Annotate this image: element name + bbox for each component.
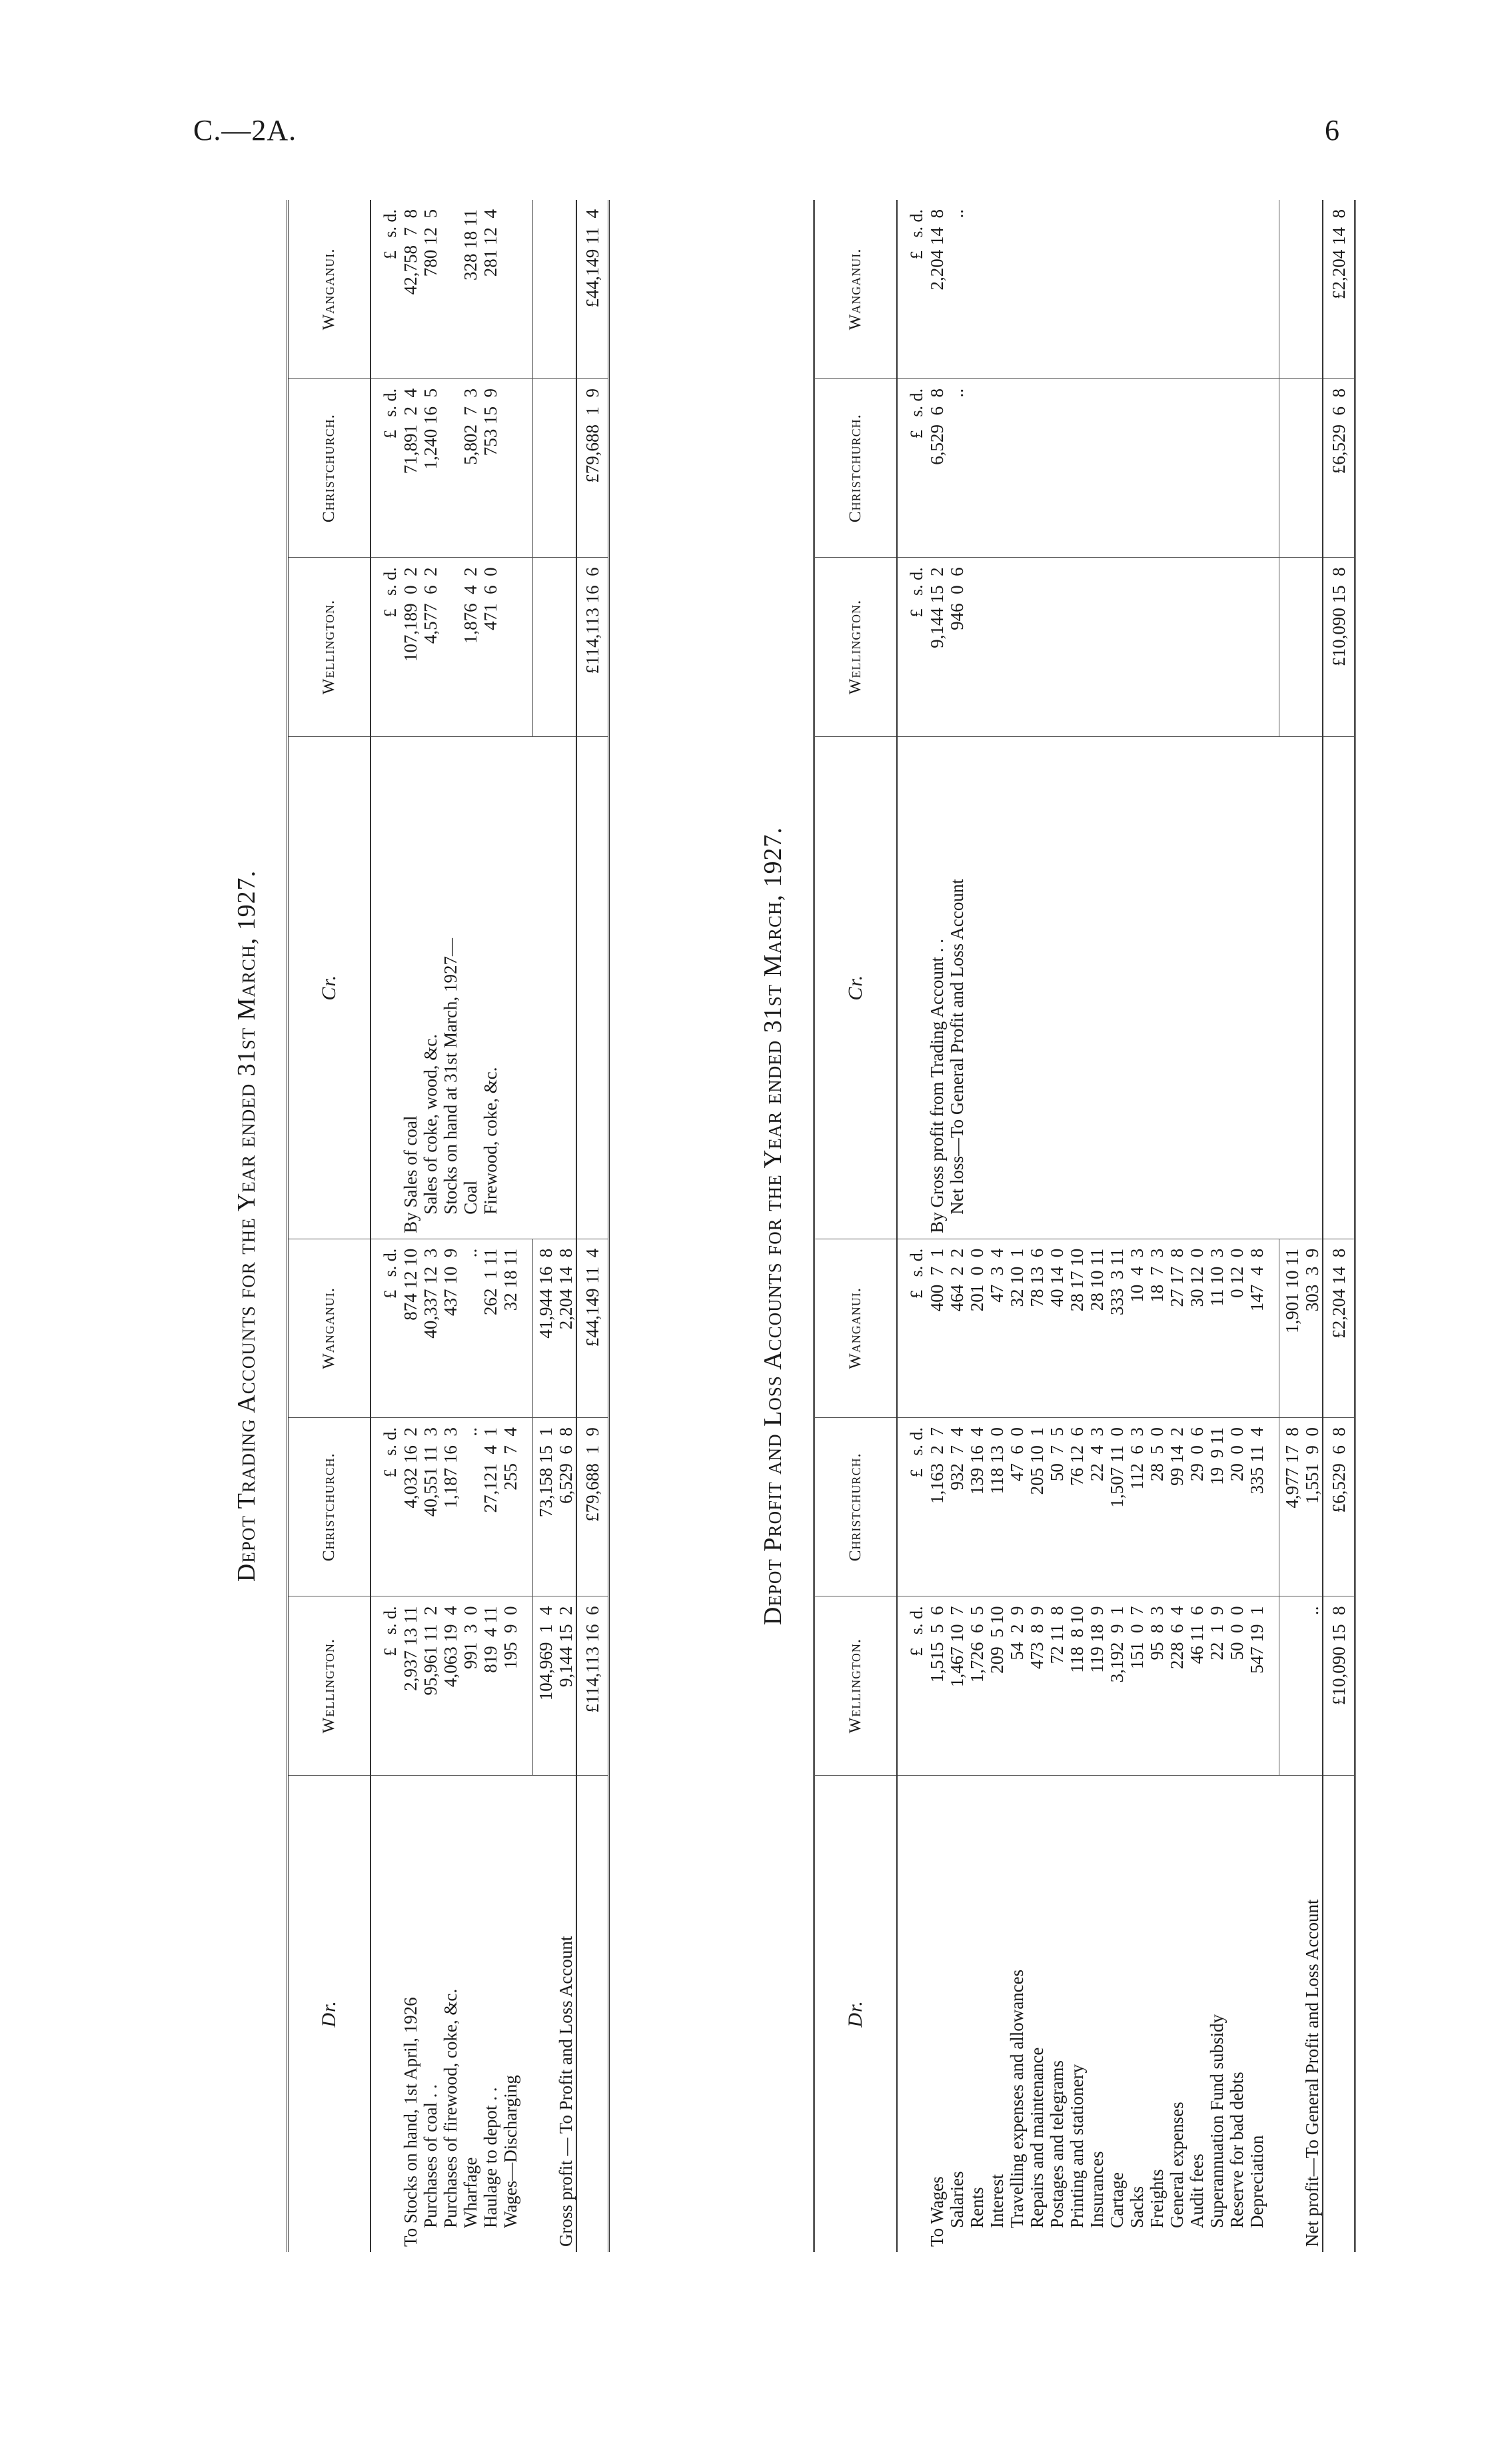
christchurch-total: £6,529 6 8 bbox=[1323, 1418, 1355, 1596]
dr-item-label: Repairs and maintenance bbox=[1027, 1775, 1047, 2252]
christchurch-amount: 932 7 4 bbox=[947, 1418, 967, 1596]
wellington-header: Wellington. bbox=[288, 558, 371, 736]
christchurch-amount: 27,121 4 1 bbox=[480, 1418, 500, 1596]
christchurch-amount: 753 15 9 bbox=[480, 378, 500, 557]
wanganui-amount: 2,204 14 8 bbox=[556, 1239, 576, 1417]
wellington-amount: 547 19 1 bbox=[1247, 1596, 1267, 1775]
table-row bbox=[440, 200, 460, 2252]
wellington-amount: 1,726 6 5 bbox=[967, 1596, 987, 1775]
profit-loss-table bbox=[813, 200, 1356, 2252]
christchurch-amount: 40,551 11 3 bbox=[420, 1418, 440, 1596]
wanganui-total: £44,149 11 4 bbox=[576, 1239, 609, 1417]
dr-header: Dr. bbox=[288, 1775, 371, 2252]
wellington-amount: 473 8 9 bbox=[1027, 1596, 1047, 1775]
wellington-amount: 1,876 4 2 bbox=[460, 558, 480, 736]
table-row bbox=[1127, 200, 1147, 2252]
christchurch-subtotal: 4,977 17 8 bbox=[1279, 1418, 1303, 1596]
christchurch-amount: 118 13 0 bbox=[987, 1418, 1007, 1596]
dr-item-label: Audit fees bbox=[1187, 1775, 1207, 2252]
wellington-amount: 819 4 11 bbox=[480, 1596, 500, 1775]
christchurch-amount: 1,551 9 0 bbox=[1302, 1418, 1323, 1596]
table-row bbox=[1027, 200, 1047, 2252]
pound-symbol: £ bbox=[907, 1289, 926, 1299]
christchurch-amount: 99 14 2 bbox=[1167, 1418, 1187, 1596]
dr-item-label: Freights bbox=[1147, 1775, 1167, 2252]
christchurch-amount: 22 4 3 bbox=[1087, 1418, 1107, 1596]
table-row bbox=[460, 200, 480, 2252]
pence-label: d. bbox=[907, 1427, 926, 1441]
wellington-amount: .. bbox=[1302, 1596, 1323, 1775]
table-row bbox=[1047, 200, 1067, 2252]
cr-header: Cr. bbox=[814, 736, 898, 1239]
wellington-header: Wellington. bbox=[814, 1596, 898, 1775]
shillings-label: s. bbox=[380, 1445, 400, 1456]
wanganui-amount: 18 7 3 bbox=[1147, 1239, 1167, 1417]
wanganui-amount: 303 3 9 bbox=[1302, 1239, 1323, 1417]
wellington-subtotal bbox=[1279, 1596, 1303, 1775]
table-row bbox=[1007, 200, 1027, 2252]
cr-item-label: By Sales of coal bbox=[400, 736, 420, 1239]
pound-symbol: £ bbox=[380, 1289, 400, 1299]
wanganui-amount: 0 12 0 bbox=[1227, 1239, 1247, 1417]
pence-label: d. bbox=[907, 388, 926, 402]
christchurch-amount: 205 10 1 bbox=[1027, 1418, 1047, 1596]
wellington-amount: 1,467 10 7 bbox=[947, 1596, 967, 1775]
subtotal-row bbox=[533, 200, 556, 2252]
subtotal-row bbox=[1279, 200, 1303, 2252]
gross-profit-row bbox=[556, 200, 576, 2252]
wanganui-amount: 147 4 8 bbox=[1247, 1239, 1267, 1417]
wanganui-amount: 40 14 0 bbox=[1047, 1239, 1067, 1417]
table-header-row bbox=[288, 200, 371, 2252]
cr-item-label: Stocks on hand at 31st March, 1927— bbox=[440, 736, 460, 1239]
wellington-amount: 195 9 0 bbox=[500, 1596, 520, 1775]
wanganui-amount: 11 10 3 bbox=[1207, 1239, 1227, 1417]
wellington-amount: 107,189 0 2 bbox=[400, 558, 420, 736]
wanganui-amount: 28 10 11 bbox=[1087, 1239, 1107, 1417]
wellington-amount: 54 2 9 bbox=[1007, 1596, 1027, 1775]
wellington-amount: 50 0 0 bbox=[1227, 1596, 1247, 1775]
dr-item-label: Superannuation Fund subsidy bbox=[1207, 1775, 1227, 2252]
christchurch-header: Christchurch. bbox=[814, 378, 898, 557]
christchurch-amount: .. bbox=[460, 1418, 480, 1596]
cr-item-label: By Gross profit from Trading Account . . bbox=[927, 736, 947, 1239]
christchurch-amount: 47 6 0 bbox=[1007, 1418, 1027, 1596]
dr-item-label: Purchases of coal . . bbox=[420, 1775, 440, 2252]
wellington-header: Wellington. bbox=[288, 1596, 371, 1775]
pence-label: d. bbox=[907, 1248, 926, 1262]
wellington-total: £10,090 15 8 bbox=[1323, 558, 1355, 736]
wanganui-header: Wanganui. bbox=[814, 200, 898, 378]
christchurch-amount: 5,802 7 3 bbox=[460, 378, 480, 557]
christchurch-total: £6,529 6 8 bbox=[1323, 378, 1355, 557]
dr-item-label: Sacks bbox=[1127, 1775, 1147, 2252]
wanganui-amount: .. bbox=[460, 1239, 480, 1417]
table-row bbox=[1207, 200, 1227, 2252]
dr-item-label: Printing and stationery bbox=[1067, 1775, 1087, 2252]
dr-item-label: Postages and telegrams bbox=[1047, 1775, 1067, 2252]
table-row bbox=[1167, 200, 1187, 2252]
wanganui-amount: 32 10 1 bbox=[1007, 1239, 1027, 1417]
dr-item-label: Haulage to depot . . bbox=[480, 1775, 500, 2252]
dr-item-label: Cartage bbox=[1107, 1775, 1127, 2252]
christchurch-amount: 28 5 0 bbox=[1147, 1418, 1167, 1596]
table-row bbox=[480, 200, 500, 2252]
wellington-amount: 1,515 5 6 bbox=[927, 1596, 947, 1775]
christchurch-amount: 6,529 6 8 bbox=[556, 1418, 576, 1596]
christchurch-amount: 1,187 16 3 bbox=[440, 1418, 460, 1596]
units-row bbox=[897, 200, 927, 2252]
page-number: 6 bbox=[1325, 114, 1339, 147]
wanganui-header: Wanganui. bbox=[288, 200, 371, 378]
shillings-label: s. bbox=[380, 227, 400, 238]
shillings-label: s. bbox=[380, 584, 400, 596]
units-row bbox=[371, 200, 400, 2252]
wellington-amount: 119 18 9 bbox=[1087, 1596, 1107, 1775]
wellington-amount: 46 11 6 bbox=[1187, 1596, 1207, 1775]
wellington-amount: 22 1 9 bbox=[1207, 1596, 1227, 1775]
christchurch-amount: 335 11 4 bbox=[1247, 1418, 1267, 1596]
wellington-amount: 9,144 15 2 bbox=[556, 1596, 576, 1775]
wanganui-amount: 40,337 12 3 bbox=[420, 1239, 440, 1417]
cr-item-label: Coal bbox=[460, 736, 480, 1239]
shillings-label: s. bbox=[907, 1445, 926, 1456]
wellington-amount: 991 3 0 bbox=[460, 1596, 480, 1775]
christchurch-amount: 4,032 16 2 bbox=[400, 1418, 420, 1596]
totals-row bbox=[1323, 200, 1355, 2252]
wellington-amount: 228 6 4 bbox=[1167, 1596, 1187, 1775]
table-row bbox=[1147, 200, 1167, 2252]
christchurch-amount: 71,891 2 4 bbox=[400, 378, 420, 557]
pence-label: d. bbox=[380, 388, 400, 402]
wanganui-amount: 333 3 11 bbox=[1107, 1239, 1127, 1417]
cr-item-label: Firewood, coke, &c. bbox=[480, 736, 500, 1239]
christchurch-amount: 112 6 3 bbox=[1127, 1418, 1147, 1596]
wanganui-amount: 30 12 0 bbox=[1187, 1239, 1207, 1417]
shillings-label: s. bbox=[907, 405, 926, 417]
christchurch-amount: 255 7 4 bbox=[500, 1418, 520, 1596]
wellington-amount: 209 5 10 bbox=[987, 1596, 1007, 1775]
table-row bbox=[420, 200, 440, 2252]
net-profit-label: Net profit—To General Profit and Loss Account bbox=[1302, 1775, 1323, 2252]
wanganui-total: £2,204 14 8 bbox=[1323, 1239, 1355, 1417]
pence-label: d. bbox=[907, 567, 926, 580]
pound-symbol: £ bbox=[380, 1469, 400, 1478]
shillings-label: s. bbox=[907, 227, 926, 238]
christchurch-amount: 6,529 6 8 bbox=[927, 378, 947, 557]
wanganui-total: £2,204 14 8 bbox=[1323, 200, 1355, 378]
dr-header: Dr. bbox=[814, 1775, 898, 2252]
table-row bbox=[987, 200, 1007, 2252]
dr-item-label: Purchases of firewood, coke, &c. bbox=[440, 1775, 460, 2252]
wanganui-amount: 47 3 4 bbox=[987, 1239, 1007, 1417]
wanganui-amount: 10 4 3 bbox=[1127, 1239, 1147, 1417]
christchurch-amount: 1,240 16 5 bbox=[420, 378, 440, 557]
table-row bbox=[500, 200, 520, 2252]
pound-symbol: £ bbox=[907, 608, 926, 618]
dr-item-label: Depreciation bbox=[1247, 1775, 1267, 2252]
pence-label: d. bbox=[380, 1606, 400, 1619]
wellington-amount: 4,577 6 2 bbox=[420, 558, 440, 736]
wellington-amount: 9,144 15 2 bbox=[927, 558, 947, 736]
dr-item-label: Salaries bbox=[947, 1775, 967, 2252]
pence-label: d. bbox=[907, 1606, 926, 1619]
wanganui-amount: 400 7 1 bbox=[927, 1239, 947, 1417]
christchurch-header: Christchurch. bbox=[288, 378, 371, 557]
pence-label: d. bbox=[380, 1248, 400, 1262]
wellington-amount: 4,063 19 4 bbox=[440, 1596, 460, 1775]
dr-item-label: General expenses bbox=[1167, 1775, 1187, 2252]
table-row bbox=[927, 200, 947, 2252]
pence-label: d. bbox=[380, 567, 400, 580]
pound-symbol: £ bbox=[380, 608, 400, 618]
wanganui-header: Wanganui. bbox=[288, 1239, 371, 1417]
pound-symbol: £ bbox=[380, 1647, 400, 1656]
wellington-total: £10,090 15 8 bbox=[1323, 1596, 1355, 1775]
table-row bbox=[1067, 200, 1087, 2252]
wellington-amount: 2,937 13 11 bbox=[400, 1596, 420, 1775]
dr-item-label: Wharfage bbox=[460, 1775, 480, 2252]
pound-symbol: £ bbox=[907, 1469, 926, 1478]
pound-symbol: £ bbox=[380, 251, 400, 260]
wellington-amount: 3,192 9 1 bbox=[1107, 1596, 1127, 1775]
wanganui-amount: 328 18 11 bbox=[460, 209, 480, 281]
christchurch-amount: 20 0 0 bbox=[1227, 1418, 1247, 1596]
shillings-label: s. bbox=[907, 1265, 926, 1277]
wanganui-amount: 28 17 10 bbox=[1067, 1239, 1087, 1417]
shillings-label: s. bbox=[907, 584, 926, 596]
wanganui-amount: 262 1 11 bbox=[480, 1239, 500, 1417]
dr-item-label: To Stocks on hand, 1st April, 1926 bbox=[400, 1775, 420, 2252]
christchurch-amount: 50 7 5 bbox=[1047, 1418, 1067, 1596]
profit-loss-title: Depot Profit and Loss Accounts for the Year ended 31st March, 1927. bbox=[759, 826, 787, 1626]
table-row bbox=[1187, 200, 1207, 2252]
shillings-label: s. bbox=[380, 1623, 400, 1635]
pound-symbol: £ bbox=[380, 430, 400, 439]
rotated-content bbox=[220, 200, 1349, 2252]
christchurch-amount: .. bbox=[947, 378, 967, 557]
christchurch-amount: 1,163 2 7 bbox=[927, 1418, 947, 1596]
christchurch-header: Christchurch. bbox=[814, 1418, 898, 1596]
table-row bbox=[1247, 200, 1267, 2252]
christchurch-amount: 1,507 11 0 bbox=[1107, 1418, 1127, 1596]
wanganui-amount: 78 13 6 bbox=[1027, 1239, 1047, 1417]
wellington-amount: 95 8 3 bbox=[1147, 1596, 1167, 1775]
christchurch-amount: 76 12 6 bbox=[1067, 1418, 1087, 1596]
dr-item-label: Insurances bbox=[1087, 1775, 1107, 2252]
wellington-header: Wellington. bbox=[814, 558, 898, 736]
pound-symbol: £ bbox=[907, 1647, 926, 1656]
table-row bbox=[967, 200, 987, 2252]
wanganui-total: £44,149 11 4 bbox=[576, 200, 609, 378]
wanganui-amount: 281 12 4 bbox=[480, 209, 500, 277]
dr-item-label: Interest bbox=[987, 1775, 1007, 2252]
pence-label: d. bbox=[907, 209, 926, 223]
dr-item-label: Wages—Discharging bbox=[500, 1775, 520, 2252]
wellington-total: £114,113 16 6 bbox=[576, 558, 609, 736]
page-header bbox=[193, 113, 1339, 167]
wanganui-amount: 780 12 5 bbox=[420, 209, 440, 277]
dr-item-label: Rents bbox=[967, 1775, 987, 2252]
cr-header: Cr. bbox=[288, 736, 371, 1239]
wellington-amount: 946 0 6 bbox=[947, 558, 967, 736]
table-row bbox=[1087, 200, 1107, 2252]
pence-label: d. bbox=[380, 1427, 400, 1441]
wellington-amount: 118 8 10 bbox=[1067, 1596, 1087, 1775]
net-profit-row bbox=[1302, 200, 1323, 2252]
wanganui-amount: 27 17 8 bbox=[1167, 1239, 1187, 1417]
wanganui-amount: 2,204 14 8 bbox=[927, 209, 947, 291]
pence-label: d. bbox=[380, 209, 400, 223]
wellington-amount: 471 6 0 bbox=[480, 558, 500, 736]
table-row bbox=[1227, 200, 1247, 2252]
christchurch-header: Christchurch. bbox=[288, 1418, 371, 1596]
dr-item-label: Travelling expenses and allowances bbox=[1007, 1775, 1027, 2252]
document-code: C.—2A. bbox=[193, 114, 297, 147]
trading-accounts-table bbox=[287, 200, 610, 2252]
wellington-total: £114,113 16 6 bbox=[576, 1596, 609, 1775]
christchurch-amount: 19 9 11 bbox=[1207, 1418, 1227, 1596]
christchurch-total: £79,688 1 9 bbox=[576, 1418, 609, 1596]
pound-symbol: £ bbox=[907, 251, 926, 260]
table-row bbox=[400, 200, 420, 2252]
wellington-amount: 151 0 7 bbox=[1127, 1596, 1147, 1775]
wanganui-amount: 42,758 7 8 bbox=[400, 209, 420, 295]
shillings-label: s. bbox=[380, 1265, 400, 1277]
dr-item-label: Reserve for bad debts bbox=[1227, 1775, 1247, 2252]
pound-symbol: £ bbox=[907, 430, 926, 439]
table-row bbox=[1107, 200, 1127, 2252]
wanganui-amount: .. bbox=[947, 209, 967, 219]
christchurch-amount: 29 0 6 bbox=[1187, 1418, 1207, 1596]
wanganui-subtotal: 1,901 10 11 bbox=[1279, 1239, 1303, 1417]
gross-profit-label: Gross profit — To Profit and Loss Account bbox=[556, 1775, 576, 2252]
wanganui-subtotal: 41,944 16 8 bbox=[533, 1239, 556, 1417]
wellington-subtotal: 104,969 1 4 bbox=[533, 1596, 556, 1775]
totals-row bbox=[576, 200, 609, 2252]
christchurch-subtotal: 73,158 15 1 bbox=[533, 1418, 556, 1596]
christchurch-total: £79,688 1 9 bbox=[576, 378, 609, 557]
wanganui-amount: 874 12 10 bbox=[400, 1239, 420, 1417]
cr-item-label: Sales of coke, wood, &c. bbox=[420, 736, 440, 1239]
cr-item-label: Net loss—To General Profit and Loss Account bbox=[947, 736, 967, 1239]
wanganui-header: Wanganui. bbox=[814, 1239, 898, 1417]
trading-accounts-title: Depot Trading Accounts for the Year ended 31st March, 1927. bbox=[233, 870, 261, 1582]
table-row bbox=[947, 200, 967, 2252]
wanganui-amount: 201 0 0 bbox=[967, 1239, 987, 1417]
wanganui-amount: 437 10 9 bbox=[440, 1239, 460, 1417]
shillings-label: s. bbox=[907, 1623, 926, 1635]
wellington-amount: 72 11 8 bbox=[1047, 1596, 1067, 1775]
shillings-label: s. bbox=[380, 405, 400, 417]
table-header-row bbox=[814, 200, 898, 2252]
wanganui-amount: 464 2 2 bbox=[947, 1239, 967, 1417]
wellington-amount: 95,961 11 2 bbox=[420, 1596, 440, 1775]
wanganui-amount: 32 18 11 bbox=[500, 1239, 520, 1417]
christchurch-amount: 139 16 4 bbox=[967, 1418, 987, 1596]
dr-item-label: To Wages bbox=[927, 1775, 947, 2252]
